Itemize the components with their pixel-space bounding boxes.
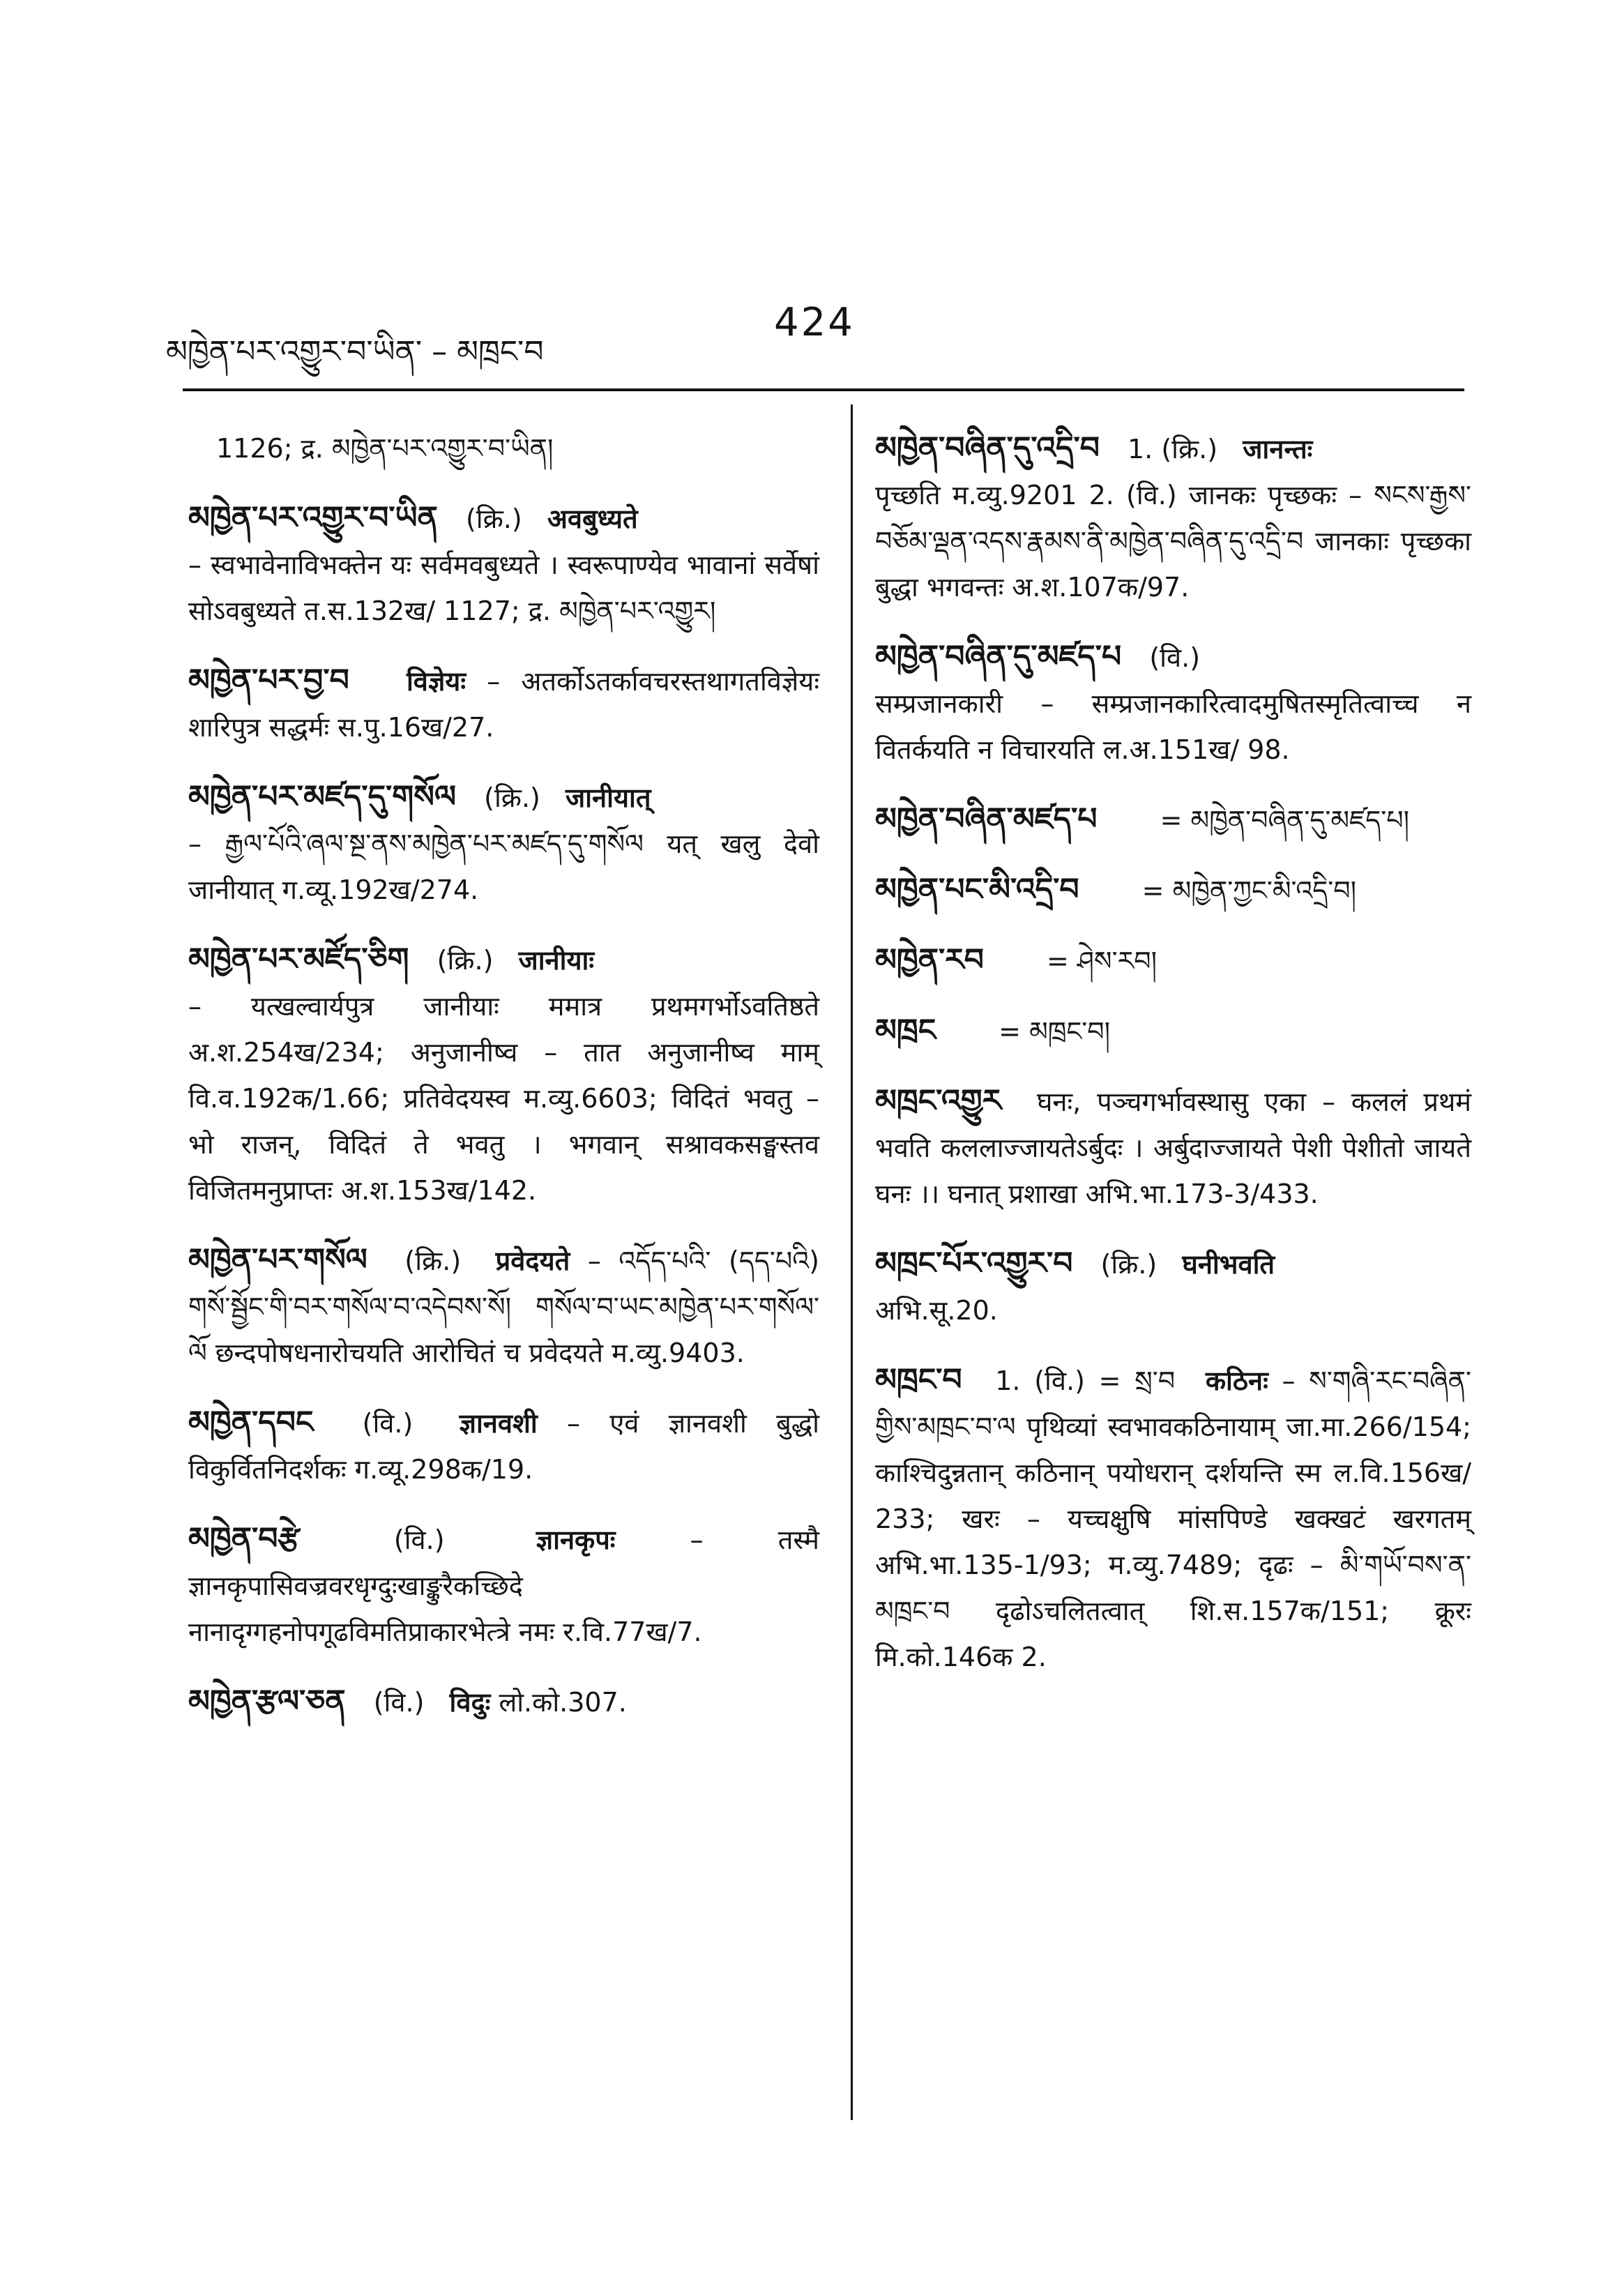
entry-body: सम्प्रजानकारी – सम्प्रजानकारित्वादमुषितस्मृतित्वाच्च न वितर्कयति न विचारयति ल.अ.151ख/ 98. <box>875 688 1471 765</box>
entry-headword: མཁྱེན་པང་མི་འདྲི་བ <box>875 872 1079 907</box>
entry-body: – एवं ज्ञानवशी बुद्धो विकुर्वितनिदर्शकः ग.व्यू.298क/19. <box>188 1408 819 1485</box>
entry-sanskrit: विदुः <box>449 1687 491 1718</box>
left-column <box>188 425 819 1749</box>
entry-headword: མཁྱེན་བཞིན་དུ་མཛད་པ <box>875 639 1122 674</box>
dictionary-entry <box>188 1400 819 1492</box>
entry-headword: མཁྱེན་པར་མཛོད་ཅིག <box>188 941 409 977</box>
entry-sanskrit: घनीभवति <box>1182 1249 1275 1280</box>
entry-body: 1126; द्र. མཁྱེན་པར་འགྱུར་བ་ཡིན། <box>216 433 554 464</box>
entry-body: = མཁྲང་བ། <box>999 1016 1111 1047</box>
entry-pos: (क्रि.) <box>437 945 494 976</box>
dictionary-entry <box>188 658 819 750</box>
entry-sanskrit: ज्ञानकृपः <box>536 1525 616 1555</box>
entry-body: – तस्मै ज्ञानकृपासिवज्रवरधृग्दुःखाङ्कुरैकच्छिदे नानादृग्गहनोपगूढविमतिप्राकारभेत्त्रे नमः र.वि.77ख/7. <box>188 1525 819 1647</box>
entry-headword: མཁྲང <box>875 1013 936 1048</box>
entry-sanskrit: जानीयाः <box>518 945 595 976</box>
entry-headword: མཁྱེན་པར་གསོལ <box>188 1242 367 1278</box>
entry-body: – स्वभावेनाविभक्तेन यः सर्वमवबुध्यते । स्वरूपाण्येव भावानां सर्वेषां सोऽवबुध्यते त.स.132ख/ 1127; द्र. མཁྱེན་པར་འགྱུར། <box>188 550 819 626</box>
dictionary-entry <box>875 425 1471 610</box>
entry-sanskrit: जानीयात् <box>565 782 651 813</box>
entry-sanskrit: ज्ञानवशी <box>459 1408 538 1439</box>
entry-sanskrit: प्रवेदयते <box>495 1246 570 1276</box>
dictionary-entry <box>875 1078 1471 1217</box>
entry-headword: མཁྲང་བ <box>875 1362 962 1398</box>
dictionary-entry <box>188 937 819 1213</box>
entry-pos: (क्रि.) <box>484 782 540 813</box>
dictionary-entry <box>875 1008 1471 1054</box>
entry-headword: མཁྱེན་པར་འགྱུར་བ་ཡིན <box>188 500 438 536</box>
entry-pos: (वि.) <box>373 1687 425 1718</box>
header-rule <box>183 388 1464 391</box>
page-number: 424 <box>774 300 855 345</box>
entry-body: अभि.सू.20. <box>875 1295 998 1326</box>
dictionary-entry <box>875 634 1471 773</box>
entry-headword: མཁྲང་འགྱུར <box>875 1083 1002 1119</box>
entry-sanskrit: अवबुध्यते <box>547 504 638 534</box>
column-divider <box>851 404 853 2120</box>
dictionary-entry <box>188 1237 819 1376</box>
entry-sanskrit: जानन्तः <box>1243 434 1313 464</box>
entry-body: पृच्छति म.व्यु.9201 2. (वि.) जानकः पृच्छकः – སངས་རྒྱས་བཅོམ་ལྡན་འདས་རྣམས་ནི་མཁྱེན་བཞིན་དུ་འདྲི་བ जानकाः पृच्छका बुद्धा भगवन्तः अ.श.107क/97. <box>875 480 1471 603</box>
entry-headword: མཁྱེན་པར་བྱ་བ <box>188 663 349 698</box>
entry-headword: མཁྱེན་རབ <box>875 942 984 978</box>
entry-pos: (वि.) <box>393 1525 445 1555</box>
entry-body: लो.को.307. <box>499 1687 627 1718</box>
entry-body: = མཁྱེན་བཞིན་དུ་མཛད་པ། <box>1160 805 1410 835</box>
dictionary-entry <box>875 867 1471 914</box>
entry-body: = ཤེས་རབ། <box>1047 946 1158 976</box>
entry-pos: (क्रि.) <box>465 504 522 534</box>
entry-body: घनः, पञ्चगर्भावस्थासु एका – कललं प्रथमं भवति कललाज्जायतेऽर्बुदः । अर्बुदाज्जायते पेशी पेशीतो जायते घनः ।। घनात् प्रशाखा अभि.भा.173-3/433. <box>875 1087 1471 1209</box>
dictionary-entry <box>188 1516 819 1655</box>
entry-body: – अतर्कोऽतर्कावचरस्तथागतविज्ञेयः शारिपुत्र सद्धर्मः स.पु.16ख/27. <box>188 666 819 743</box>
entry-body: – འདོད་པའི་ (དད་པའི) གསོ་སྦྱོང་གི་བར་གསོལ་བ་འདེབས་སོ། གསོལ་བ་ཡང་མཁྱེན་པར་གསོལ་ལོ छन्दपोषधनारोचयति आरोचितं च प्रवेदयते म.व्यु.9403. <box>188 1246 819 1368</box>
entry-pos: (क्रि.) <box>404 1246 462 1276</box>
entry-headword: མཁྲང་པོར་འགྱུར་བ <box>875 1246 1073 1281</box>
dictionary-entry <box>188 495 819 634</box>
dictionary-entry <box>875 1357 1471 1680</box>
entry-body: – རྒྱལ་པོའི་ཞལ་སྔ་ནས་མཁྱེན་པར་མཛད་དུ་གསོལ यत् खलु देवो जानीयात् ग.व्यू.192ख/274. <box>188 829 819 905</box>
entry-pos: (वि.) <box>362 1408 413 1439</box>
entry-body: = མཁྱེན་ཀྱང་མི་འདྲི་བ། <box>1141 875 1357 906</box>
entry-body: – यत्खल्वार्यपुत्र जानीयाः ममात्र प्रथमगर्भोऽवतिष्ठते अ.श.254ख/234; अनुजानीष्व – तात अनुजानीष्व माम् वि.व.192क/1.66; प्रतिवेदयस्व म.व्यु.6603; विदितं भवतु – भो राजन्, विदितं ते भवतु । भगवान् सश्रावकसङ्घस्तव विजितमनुप्राप्तः अ.श.153ख/142. <box>188 991 819 1206</box>
entry-continuation <box>188 425 819 471</box>
dictionary-entry <box>875 796 1471 843</box>
entry-headword: མཁྱེན་བཞིན་མཛད་པ <box>875 801 1098 837</box>
entry-sanskrit: कठिनः <box>1205 1366 1268 1396</box>
right-column <box>875 425 1471 1704</box>
dictionary-entry <box>188 1679 819 1725</box>
entry-headword: མཁྱེན་བཞིན་དུ་འདྲི་བ <box>875 430 1100 466</box>
entry-pos: 1. (क्रि.) <box>1128 434 1218 464</box>
dictionary-entry <box>875 937 1471 984</box>
entry-pos: (वि.) <box>1149 642 1201 673</box>
entry-headword: མཁྱེན་བརྩེ <box>188 1521 300 1557</box>
dictionary-entry <box>188 774 819 913</box>
entry-headword: མཁྱེན་དབང <box>188 1405 314 1440</box>
entry-body: – ས་གཞི་རང་བཞིན་གྱིས་མཁྲང་བ་ལ पृथिव्यां स्वभावकठिनायाम् जा.मा.266/154; काश्चिदुन्नतान् कठिनान् पयोधरान् दर्शयन्ति स्म ल.वि.156ख/ 233; खरः – यच्चक्षुषि मांसपिण्डे खक्खटं खरगतम् अभि.भा.135-1/93; म.व्यु.7489; दृढः – མི་གཡོ་བས་ན་མཁྲང་བ दृढोऽचलितत्वात् शि.स.157क/151; क्रूरः मि.को.146क 2. <box>875 1366 1471 1672</box>
running-head: མཁྱེན་པར་འགྱུར་བ་ཡིན་ – མཁྲང་བ <box>166 334 544 370</box>
entry-pos: (क्रि.) <box>1100 1249 1158 1280</box>
dictionary-entry <box>875 1241 1471 1333</box>
entry-sanskrit: विज्ञेयः <box>406 666 466 697</box>
entry-headword: མཁྱེན་རྩལ་ཅན <box>188 1684 346 1719</box>
entry-pos: 1. (वि.) = སྲ་བ <box>995 1366 1176 1396</box>
entry-headword: མཁྱེན་པར་མཛད་དུ་གསོལ <box>188 779 457 815</box>
